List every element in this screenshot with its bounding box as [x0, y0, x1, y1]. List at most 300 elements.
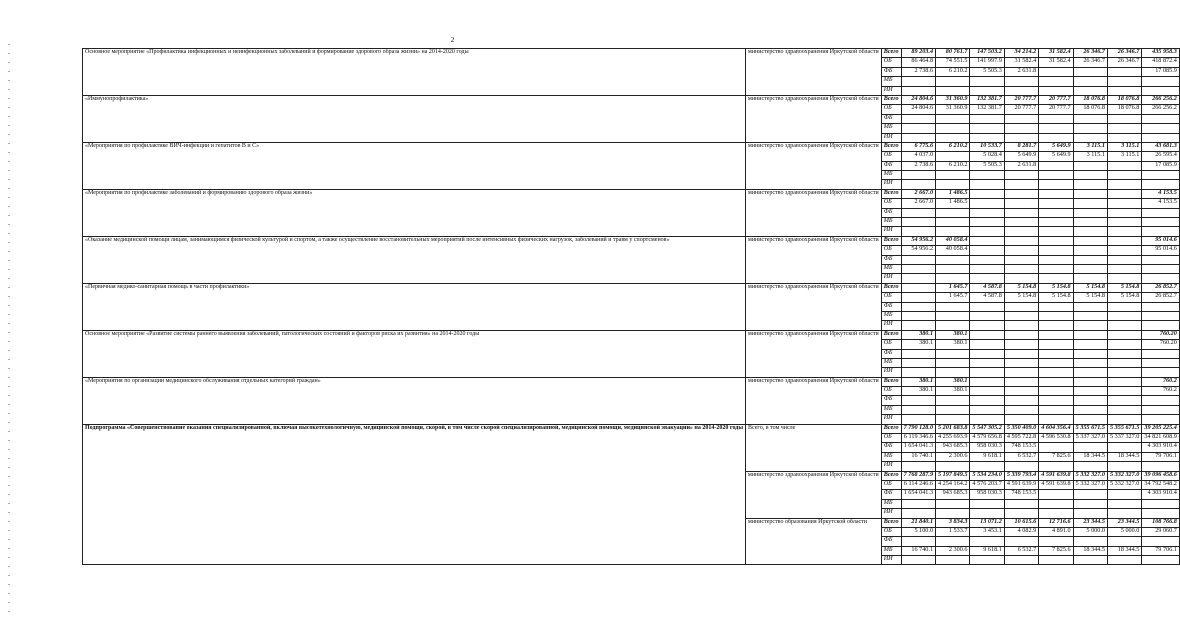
- year-value-cell: [1073, 368, 1107, 377]
- year-value-cell: [1039, 208, 1073, 217]
- year-value-cell: [936, 77, 970, 86]
- funding-source-cell: Всего: [881, 49, 901, 58]
- year-value-cell: [970, 321, 1004, 330]
- year-value-cell: [1107, 537, 1141, 546]
- total-value-cell: [1142, 358, 1179, 367]
- year-value-cell: [1107, 387, 1141, 396]
- year-value-cell: 31 582.4: [1039, 49, 1073, 58]
- year-value-cell: [1004, 462, 1038, 471]
- year-value-cell: 18 076.8: [1107, 95, 1141, 104]
- funding-source-cell: ФБ: [881, 396, 901, 405]
- year-value-cell: [1073, 499, 1107, 508]
- year-value-cell: 4 587.8: [970, 293, 1004, 302]
- table-row: [83, 142, 1180, 151]
- year-value-cell: [970, 302, 1004, 311]
- year-value-cell: [1004, 114, 1038, 123]
- year-value-cell: [936, 171, 970, 180]
- funding-source-cell: ИИ: [881, 368, 901, 377]
- year-value-cell: [1073, 377, 1107, 386]
- year-value-cell: 34 214.2: [1004, 49, 1038, 58]
- year-value-cell: 748 153.5: [1004, 443, 1038, 452]
- total-value-cell: [1142, 499, 1179, 508]
- year-value-cell: [936, 405, 970, 414]
- total-value-cell: [1142, 124, 1179, 133]
- year-value-cell: 5 534 234.0: [970, 471, 1004, 480]
- funding-source-cell: ОБ: [881, 58, 901, 67]
- year-value-cell: [1004, 509, 1038, 518]
- year-value-cell: 31 582.4: [1039, 58, 1073, 67]
- year-value-cell: [1039, 405, 1073, 414]
- total-value-cell: [1142, 396, 1179, 405]
- year-value-cell: 5 337 327.0: [1107, 434, 1141, 443]
- year-value-cell: [901, 293, 935, 302]
- year-value-cell: 3 115.1: [1073, 152, 1107, 161]
- year-value-cell: [936, 302, 970, 311]
- year-value-cell: [1004, 274, 1038, 283]
- year-value-cell: [1004, 349, 1038, 358]
- year-value-cell: [936, 415, 970, 424]
- year-value-cell: [1107, 499, 1141, 508]
- year-value-cell: 141 997.9: [970, 58, 1004, 67]
- total-value-cell: [1142, 509, 1179, 518]
- year-value-cell: 18 344.5: [1073, 452, 1107, 461]
- funding-source-cell: ИИ: [881, 462, 901, 471]
- total-value-cell: 29 060.7: [1142, 527, 1179, 536]
- year-value-cell: [936, 114, 970, 123]
- year-value-cell: 18 076.8: [1073, 105, 1107, 114]
- year-value-cell: [1107, 208, 1141, 217]
- year-value-cell: 5 649.9: [1004, 152, 1038, 161]
- year-value-cell: 5 337 327.0: [1073, 434, 1107, 443]
- year-value-cell: 943 685.3: [936, 443, 970, 452]
- year-value-cell: [936, 499, 970, 508]
- year-value-cell: [970, 537, 1004, 546]
- year-value-cell: 5 649.9: [1039, 152, 1073, 161]
- year-value-cell: [1073, 415, 1107, 424]
- year-value-cell: 6 119 346.6: [901, 434, 935, 443]
- year-value-cell: [936, 208, 970, 217]
- year-value-cell: 147 503.2: [970, 49, 1004, 58]
- year-value-cell: [936, 462, 970, 471]
- year-value-cell: [1107, 302, 1141, 311]
- year-value-cell: [1039, 218, 1073, 227]
- year-value-cell: [970, 208, 1004, 217]
- year-value-cell: 6 210.2: [936, 67, 970, 76]
- year-value-cell: [1004, 246, 1038, 255]
- funding-source-cell: ФБ: [881, 208, 901, 217]
- funding-source-cell: ОБ: [881, 340, 901, 349]
- year-value-cell: [1073, 199, 1107, 208]
- total-value-cell: [1142, 114, 1179, 123]
- year-value-cell: [970, 368, 1004, 377]
- year-value-cell: [1107, 180, 1141, 189]
- year-value-cell: [1073, 227, 1107, 236]
- total-value-cell: [1142, 264, 1179, 273]
- year-value-cell: 7 790 128.0: [901, 424, 935, 433]
- year-value-cell: [1039, 377, 1073, 386]
- year-value-cell: 4 591 639.9: [1004, 480, 1038, 489]
- year-value-cell: [1107, 77, 1141, 86]
- year-value-cell: [970, 180, 1004, 189]
- year-value-cell: 380.1: [901, 377, 935, 386]
- year-value-cell: [1004, 556, 1038, 565]
- year-value-cell: 5 000.0: [1073, 527, 1107, 536]
- year-value-cell: 6 114 246.6: [901, 480, 935, 489]
- year-value-cell: [1004, 321, 1038, 330]
- year-value-cell: [1107, 509, 1141, 518]
- year-value-cell: 23 344.5: [1107, 518, 1141, 527]
- year-value-cell: 5 154.8: [1073, 283, 1107, 292]
- year-value-cell: [1073, 208, 1107, 217]
- year-value-cell: [1039, 77, 1073, 86]
- funding-source-cell: ФБ: [881, 67, 901, 76]
- total-value-cell: [1142, 77, 1179, 86]
- funding-source-cell: ФБ: [881, 490, 901, 499]
- year-value-cell: [901, 349, 935, 358]
- year-value-cell: [1073, 396, 1107, 405]
- year-value-cell: 3 115.1: [1107, 152, 1141, 161]
- year-value-cell: [936, 133, 970, 142]
- year-value-cell: 2 300.6: [936, 452, 970, 461]
- year-value-cell: [970, 377, 1004, 386]
- year-value-cell: [1039, 321, 1073, 330]
- year-value-cell: [1039, 556, 1073, 565]
- year-value-cell: 10 615.6: [1004, 518, 1038, 527]
- year-value-cell: [1004, 189, 1038, 198]
- year-value-cell: [1039, 161, 1073, 170]
- year-value-cell: 18 076.8: [1107, 105, 1141, 114]
- year-value-cell: 31 582.4: [1004, 58, 1038, 67]
- funding-source-cell: МБ: [881, 124, 901, 133]
- year-value-cell: [901, 509, 935, 518]
- responsible-ministry-cell: Всего, в том числе: [746, 424, 882, 471]
- year-value-cell: 4 604 356.4: [1039, 424, 1073, 433]
- funding-source-cell: ОБ: [881, 199, 901, 208]
- year-value-cell: 40 058.4: [936, 246, 970, 255]
- year-value-cell: [1107, 171, 1141, 180]
- year-value-cell: [1039, 227, 1073, 236]
- year-value-cell: [901, 358, 935, 367]
- year-value-cell: 86 464.8: [901, 58, 935, 67]
- year-value-cell: [901, 537, 935, 546]
- funding-source-cell: МБ: [881, 452, 901, 461]
- funding-source-cell: ОБ: [881, 387, 901, 396]
- year-value-cell: [1107, 227, 1141, 236]
- year-value-cell: 5 154.8: [1039, 293, 1073, 302]
- year-value-cell: [970, 358, 1004, 367]
- year-value-cell: [970, 199, 1004, 208]
- year-value-cell: [901, 208, 935, 217]
- year-value-cell: [1107, 556, 1141, 565]
- year-value-cell: 3 115.1: [1073, 142, 1107, 151]
- year-value-cell: 748 153.5: [1004, 490, 1038, 499]
- funding-source-cell: Всего: [881, 95, 901, 104]
- year-value-cell: 89 203.4: [901, 49, 935, 58]
- total-value-cell: [1142, 302, 1179, 311]
- year-value-cell: [1073, 189, 1107, 198]
- year-value-cell: [901, 462, 935, 471]
- year-value-cell: [901, 227, 935, 236]
- year-value-cell: [936, 264, 970, 273]
- year-value-cell: [970, 509, 1004, 518]
- year-value-cell: [1107, 114, 1141, 123]
- year-value-cell: 74 551.5: [936, 58, 970, 67]
- year-value-cell: 6 532.7: [1004, 546, 1038, 555]
- year-value-cell: 21 840.1: [901, 518, 935, 527]
- year-value-cell: 5 355 671.5: [1073, 424, 1107, 433]
- funding-source-cell: ФБ: [881, 161, 901, 170]
- year-value-cell: 23 344.5: [1073, 518, 1107, 527]
- year-value-cell: [1073, 124, 1107, 133]
- total-value-cell: 34 792 548.2: [1142, 480, 1179, 489]
- total-value-cell: 26 852.7: [1142, 293, 1179, 302]
- total-value-cell: [1142, 321, 1179, 330]
- year-value-cell: [901, 218, 935, 227]
- activity-name-cell: «Первичная медико-санитарная помощь в части профилактики»: [83, 283, 746, 330]
- year-value-cell: [1039, 180, 1073, 189]
- total-value-cell: 4 153.5: [1142, 189, 1179, 198]
- funding-source-cell: ФБ: [881, 537, 901, 546]
- year-value-cell: 3 115.1: [1107, 142, 1141, 151]
- year-value-cell: [1073, 133, 1107, 142]
- year-value-cell: 5 201 683.8: [936, 424, 970, 433]
- year-value-cell: [1039, 114, 1073, 123]
- year-value-cell: [1107, 218, 1141, 227]
- year-value-cell: [936, 274, 970, 283]
- year-value-cell: [1004, 537, 1038, 546]
- year-value-cell: [1039, 124, 1073, 133]
- year-value-cell: [1107, 340, 1141, 349]
- year-value-cell: [901, 133, 935, 142]
- year-value-cell: 16 740.1: [901, 546, 935, 555]
- year-value-cell: 5 332 327.0: [1073, 480, 1107, 489]
- funding-source-cell: ОБ: [881, 480, 901, 489]
- table-row: [83, 189, 1180, 198]
- responsible-ministry-cell: министерство здравоохранения Иркутской области: [746, 330, 882, 377]
- year-value-cell: [970, 124, 1004, 133]
- total-value-cell: [1142, 368, 1179, 377]
- year-value-cell: [1004, 133, 1038, 142]
- year-value-cell: [1004, 208, 1038, 217]
- total-value-cell: [1142, 218, 1179, 227]
- year-value-cell: 380.1: [936, 387, 970, 396]
- activity-name-cell: Основное мероприятие «Развитие системы раннего выявления заболеваний, патологических состояний и факторов риска их развития» на 2014-2020 годы: [83, 330, 746, 377]
- total-value-cell: 79 706.1: [1142, 452, 1179, 461]
- funding-source-cell: ОБ: [881, 246, 901, 255]
- year-value-cell: [936, 537, 970, 546]
- year-value-cell: 5 355 671.5: [1107, 424, 1141, 433]
- activity-name-cell: «Мероприятия по организации медицинского обслуживания отдельных категорий граждан»: [83, 377, 746, 424]
- year-value-cell: [1039, 171, 1073, 180]
- year-value-cell: [1004, 405, 1038, 414]
- year-value-cell: 5 649.9: [1039, 142, 1073, 151]
- year-value-cell: [1073, 358, 1107, 367]
- year-value-cell: [1073, 405, 1107, 414]
- year-value-cell: [901, 77, 935, 86]
- year-value-cell: [1004, 255, 1038, 264]
- funding-source-cell: Всего: [881, 236, 901, 245]
- year-value-cell: [1039, 499, 1073, 508]
- year-value-cell: 4 082.9: [1004, 527, 1038, 536]
- year-value-cell: [1004, 377, 1038, 386]
- total-value-cell: [1142, 208, 1179, 217]
- funding-source-cell: Всего: [881, 189, 901, 198]
- year-value-cell: [970, 462, 1004, 471]
- year-value-cell: 380.1: [901, 330, 935, 339]
- year-value-cell: [1004, 199, 1038, 208]
- funding-source-cell: ФБ: [881, 443, 901, 452]
- total-value-cell: 4 303 910.4: [1142, 443, 1179, 452]
- year-value-cell: [1073, 462, 1107, 471]
- funding-source-cell: ИИ: [881, 180, 901, 189]
- funding-source-cell: Всего: [881, 330, 901, 339]
- activity-name-cell: «Оказание медицинской помощи лицам, занимающимся физической культурой и спортом, а также осуществление восстановительных мероприятий после интенсивных физических нагрузок, заболеваний и травм у спортсменов»: [83, 236, 746, 283]
- binding-edge-dots: [8, 40, 10, 620]
- year-value-cell: [901, 302, 935, 311]
- total-value-cell: [1142, 311, 1179, 320]
- year-value-cell: 4 595 722.8: [1004, 434, 1038, 443]
- funding-source-cell: Всего: [881, 377, 901, 386]
- year-value-cell: 5 154.8: [1004, 293, 1038, 302]
- funding-source-cell: МБ: [881, 218, 901, 227]
- year-value-cell: 7 825.6: [1039, 546, 1073, 555]
- year-value-cell: [1039, 396, 1073, 405]
- year-value-cell: [1039, 246, 1073, 255]
- year-value-cell: 380.1: [936, 330, 970, 339]
- activity-name-cell: «Иммунопрофилактика»: [83, 95, 746, 142]
- year-value-cell: 18 076.8: [1073, 95, 1107, 104]
- year-value-cell: [1039, 255, 1073, 264]
- year-value-cell: 24 804.6: [901, 95, 935, 104]
- year-value-cell: [901, 180, 935, 189]
- year-value-cell: [1004, 396, 1038, 405]
- year-value-cell: [901, 556, 935, 565]
- year-value-cell: 1 645.7: [936, 293, 970, 302]
- year-value-cell: 54 956.2: [901, 236, 935, 245]
- year-value-cell: [1004, 415, 1038, 424]
- year-value-cell: [1039, 133, 1073, 142]
- funding-source-cell: Всего: [881, 424, 901, 433]
- year-value-cell: [1039, 443, 1073, 452]
- year-value-cell: 5 154.8: [1107, 293, 1141, 302]
- year-value-cell: 5 000.0: [1107, 527, 1141, 536]
- year-value-cell: 2 738.6: [901, 161, 935, 170]
- total-value-cell: 43 681.3: [1142, 142, 1179, 151]
- total-value-cell: 39 096 458.6: [1142, 471, 1179, 480]
- funding-source-cell: Всего: [881, 142, 901, 151]
- table-row: [83, 377, 1180, 386]
- year-value-cell: [1039, 387, 1073, 396]
- responsible-ministry-cell: министерство здравоохранения Иркутской области: [746, 377, 882, 424]
- year-value-cell: [936, 180, 970, 189]
- year-value-cell: 4 254 164.2: [936, 480, 970, 489]
- year-value-cell: [1107, 67, 1141, 76]
- year-value-cell: [1107, 161, 1141, 170]
- year-value-cell: [936, 152, 970, 161]
- year-value-cell: 7 768 287.9: [901, 471, 935, 480]
- year-value-cell: [1107, 246, 1141, 255]
- year-value-cell: 16 740.1: [901, 452, 935, 461]
- total-value-cell: 26 852.7: [1142, 283, 1179, 292]
- year-value-cell: [1039, 199, 1073, 208]
- year-value-cell: [936, 349, 970, 358]
- funding-source-cell: Всего: [881, 283, 901, 292]
- year-value-cell: [901, 283, 935, 292]
- funding-source-cell: МБ: [881, 358, 901, 367]
- total-value-cell: [1142, 415, 1179, 424]
- year-value-cell: [1039, 537, 1073, 546]
- total-value-cell: 4 153.5: [1142, 199, 1179, 208]
- year-value-cell: [901, 264, 935, 273]
- year-value-cell: [1004, 171, 1038, 180]
- total-value-cell: [1142, 537, 1179, 546]
- year-value-cell: [1004, 264, 1038, 273]
- year-value-cell: [1004, 227, 1038, 236]
- responsible-ministry-cell: министерство здравоохранения Иркутской области: [746, 142, 882, 189]
- year-value-cell: [1107, 405, 1141, 414]
- year-value-cell: [1073, 255, 1107, 264]
- funding-source-cell: Всего: [881, 518, 901, 527]
- year-value-cell: 4 576 203.7: [970, 480, 1004, 489]
- year-value-cell: 3 834.3: [936, 518, 970, 527]
- year-value-cell: 132 381.7: [970, 105, 1004, 114]
- year-value-cell: 1 533.7: [936, 527, 970, 536]
- total-value-cell: 95 014.6: [1142, 236, 1179, 245]
- year-value-cell: 6 532.7: [1004, 452, 1038, 461]
- year-value-cell: [1107, 124, 1141, 133]
- funding-source-cell: МБ: [881, 171, 901, 180]
- year-value-cell: 380.1: [936, 377, 970, 386]
- year-value-cell: [970, 171, 1004, 180]
- funding-source-cell: ОБ: [881, 152, 901, 161]
- year-value-cell: 5 154.8: [1004, 283, 1038, 292]
- funding-source-cell: ФБ: [881, 255, 901, 264]
- funding-source-cell: МБ: [881, 311, 901, 320]
- year-value-cell: 9 618.1: [970, 546, 1004, 555]
- year-value-cell: 2 300.6: [936, 546, 970, 555]
- total-value-cell: 79 706.1: [1142, 546, 1179, 555]
- year-value-cell: [1073, 264, 1107, 273]
- year-value-cell: [970, 349, 1004, 358]
- year-value-cell: 40 058.4: [936, 236, 970, 245]
- year-value-cell: [901, 124, 935, 133]
- responsible-ministry-cell: министерство здравоохранения Иркутской области: [746, 471, 882, 518]
- year-value-cell: [1107, 443, 1141, 452]
- total-value-cell: 39 205 225.4: [1142, 424, 1179, 433]
- year-value-cell: 2 738.6: [901, 67, 935, 76]
- year-value-cell: [1004, 499, 1038, 508]
- responsible-ministry-cell: министерство здравоохранения Иркутской области: [746, 95, 882, 142]
- year-value-cell: 18 344.5: [1107, 546, 1141, 555]
- year-value-cell: [1107, 368, 1141, 377]
- year-value-cell: 26 346.7: [1073, 49, 1107, 58]
- year-value-cell: [970, 227, 1004, 236]
- year-value-cell: 2 631.8: [1004, 67, 1038, 76]
- year-value-cell: [1073, 490, 1107, 499]
- year-value-cell: [936, 358, 970, 367]
- year-value-cell: [936, 124, 970, 133]
- year-value-cell: [970, 499, 1004, 508]
- year-value-cell: 5 197 849.5: [936, 471, 970, 480]
- year-value-cell: [1039, 340, 1073, 349]
- year-value-cell: [1039, 415, 1073, 424]
- year-value-cell: [901, 321, 935, 330]
- table-row: [83, 283, 1180, 292]
- total-value-cell: 17 085.9: [1142, 67, 1179, 76]
- year-value-cell: 2 631.8: [1004, 161, 1038, 170]
- year-value-cell: [1073, 443, 1107, 452]
- year-value-cell: [1107, 133, 1141, 142]
